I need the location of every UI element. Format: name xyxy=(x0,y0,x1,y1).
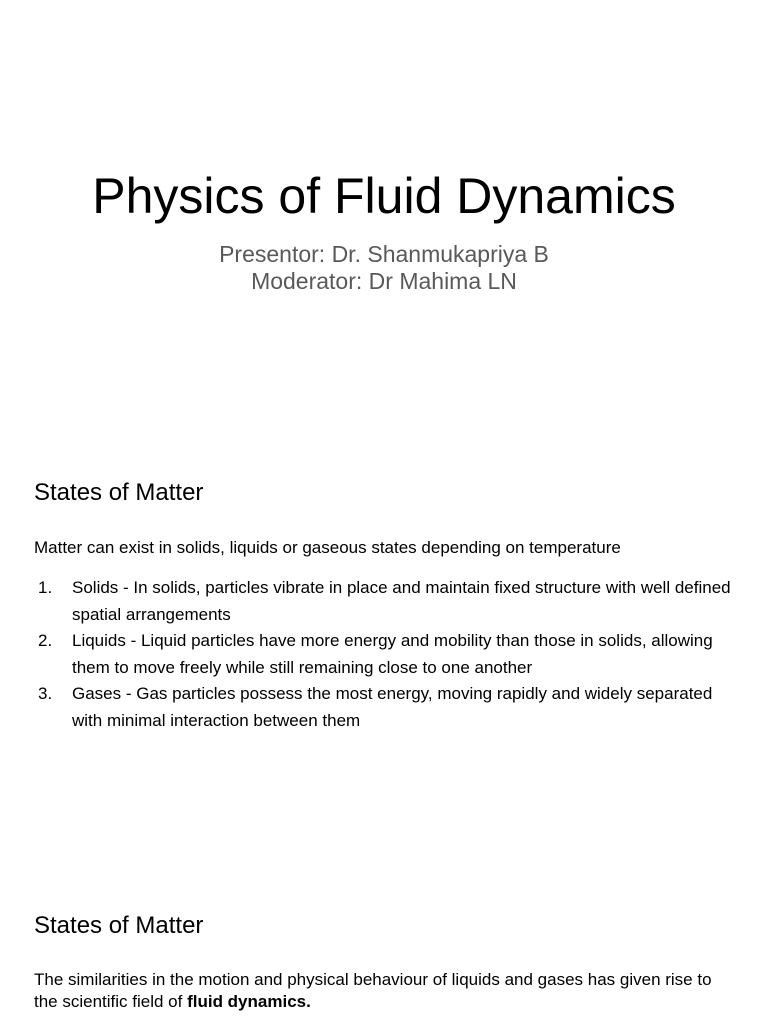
slide-paragraph xyxy=(34,969,734,1013)
title-slide xyxy=(0,0,768,432)
presenter-name: Presentor: Dr. Shanmukapriya B xyxy=(219,241,549,267)
list-item-number: 1. xyxy=(38,578,53,597)
list-item-text: Liquids - Liquid particles have more energy and mobility than those in solids, allowing them to move freely while still remaining close to one another xyxy=(72,631,713,677)
paragraph-bold-term: fluid dynamics. xyxy=(187,992,311,1011)
list-item-text: Solids - In solids, particles vibrate in place and maintain fixed structure with well defined spatial arrangements xyxy=(72,578,731,624)
slide-heading: States of Matter xyxy=(34,912,204,939)
states-list xyxy=(34,575,734,734)
presentation-title: Physics of Fluid Dynamics xyxy=(92,168,676,224)
list-item-text: Gases - Gas particles possess the most energy, moving rapidly and widely separated with minimal interaction between them xyxy=(72,684,713,730)
slide-intro-text: Matter can exist in solids, liquids or gaseous states depending on temperature xyxy=(34,538,621,557)
list-item xyxy=(34,628,734,681)
presentation-subtitle xyxy=(0,241,768,295)
states-of-matter-slide xyxy=(0,432,768,864)
moderator-name: Moderator: Dr Mahima LN xyxy=(251,268,517,294)
list-item-number: 2. xyxy=(38,631,53,650)
fluid-dynamics-slide xyxy=(0,864,768,1024)
list-item xyxy=(34,681,734,734)
list-item xyxy=(34,575,734,628)
slide-heading: States of Matter xyxy=(34,479,204,506)
list-item-number: 3. xyxy=(38,684,53,703)
paragraph-text: The similarities in the motion and physical behaviour of liquids and gases has given rise to the scientific field of xyxy=(34,970,712,1011)
